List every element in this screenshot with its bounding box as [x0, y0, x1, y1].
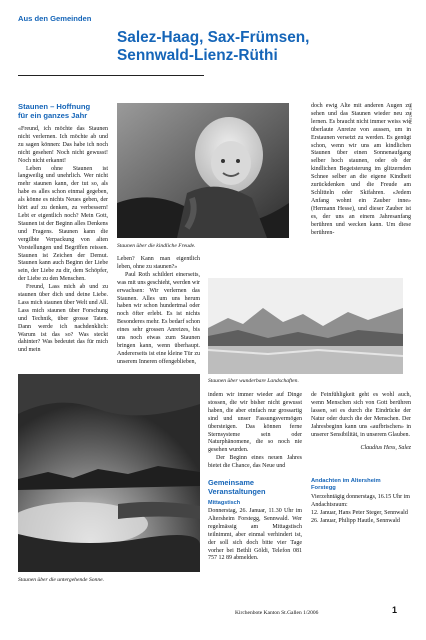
andachten-box [311, 478, 411, 596]
article-column-3 [311, 103, 411, 273]
caption-sunset: Staunen über die untergehende Sonne. [18, 577, 105, 583]
title-line-2: Sennwald-Lienz-Rüthi [117, 47, 278, 64]
paragraph: Paul Roth schildert einerseits, was mit uns geschieht, werden wir erwachsen: Wir verlernen das Staunen. Alles um uns herum haben wir schon hundertmal oder noch öfter erlebt. Es ist nichts Besonderes mehr. Es bedarf schon eines sehr grossen Anreizes, bis uns noch etwas zum Staunen bringen kann, wenn überhaupt. Andererseits ist eine kleine Tür zu unserem Inneren offengeblieben, [117, 271, 200, 365]
title-line-1: Salez-Haag, Sax-Frümsen, [117, 29, 310, 46]
page-title [117, 29, 309, 65]
subhead-line-1: Staunen – Hoffnung [18, 102, 91, 111]
events-heading [208, 478, 302, 496]
page-number: 1 [392, 605, 398, 615]
paragraph: doch ewig Alte mit anderen Augen zu sehen und das Staunen wieder neu zu lernen. Es braucht nicht immer weiss wie überlaute Anreize von aussen, um in Erstaunen versetzt zu werden. Es genügt schon, wenn wir uns am kindlichen Staunen über einen Sonnenaufgang selber hoch staunen, oder ob der kindlichen Begeisterung im glitzernden Schnee selber an die eigene Kindheit zurückdenken und die Freude am Schlitteln oder Skifahren. «Jedem Anfang wohnt ein Zauber inne» (Hermann Hesse), und dieser Zauber ist es, der uns an einem Jahresanfang berühren und wecken kann. Um diese berühren- [311, 103, 411, 236]
author-signature: Claudius Hess, Salez [360, 445, 411, 452]
events-box [208, 478, 302, 596]
footer-text: Kirchenbote Kanton St.Gallen 1/2006 [235, 610, 319, 616]
paragraph: Leben? Kann man eigentlich leben, ohne zu staunen?» [117, 256, 200, 270]
events-heading-line-2: Veranstaltungen [208, 487, 266, 496]
paragraph: Freund, Lass mich ab und zu staunen über dich und deine Liebe. Lass mich staunen über Welt und All. Lass mich staunen über Forschung und Technik, über grosse Taten. Dann werde ich nachdenklich: Warum ist das so? Was steckt dahinter? Was bedeutet das für mich und mein [18, 284, 108, 354]
article-column-2 [117, 256, 200, 368]
landscape-photo [208, 278, 403, 374]
paragraph: de Feinfühligkeit geht es wohl auch, wenn Menschen sich von Gott berühren lassen, sei es durch die Eindrücke der Natur oder durch die der Menschen. Der Jahresbeginn kann uns «aufbrischen» in unserer Sensibilität, in unserem Glauben. [311, 392, 411, 438]
article-column-1 [18, 126, 108, 366]
andachten-text-1: Vierzehntägig donnerstags, 16.15 Uhr im Andachtsraum: [311, 494, 410, 508]
caption-child: Staunen über die kindliche Freude. [117, 243, 196, 249]
paragraph: «Freund, ich möchte das Staunen nicht verlernen. Ich möchte ab und zu sagen können: Das habe ich noch nicht gesehen! Noch nicht gewusst! Noch nicht erkannt! [18, 126, 108, 164]
mittagstisch-text: Donnerstag, 26. Januar, 11.30 Uhr im Altersheim Forstegg, Sennwald. Wer regelmässig am Mittagstisch teilnimmt, aber einmal verhindert ist, der soll sich doch bitte vier Tage vorher bei Bethli Göldi, Telefon 081 757 12 89 abmelden. [208, 508, 302, 562]
article-subhead [18, 102, 108, 120]
paragraph: indem wir immer wieder auf Dinge stossen, die wir bisher nicht gewusst haben, die aber einfach nur grossartig sind und unser Fassungsvermögen übersteigen. Das können ferne Sternsysteme sein oder Naturphänomene, die so noch nie gesehen wurden. [208, 392, 302, 454]
sunset-photo [18, 374, 200, 572]
caption-landscape: Staunen über wunderbare Landschaften. [208, 378, 299, 384]
header-rule [18, 75, 204, 76]
paragraph: Leben ohne Staunen ist langweilig und unehrlich. Wer nicht mehr staunen kann, der tut so, als habe es alles schon einmal gegeben, als könne es nichts Neues geben, der hört auf zu denken, zu verbessern! Lebt er eigentlich noch? Mein Gott, Staunen ist der Beginn alles Denkens und Fragens. Staunen kann die vergilbte Verpackung von alten Vorstellungen und Begriffen reissen. Staunen ist Zeichen der Demut. Staunen kann auch Beginn der Liebe sein, der Liebe zu dir, dem Schöpfer, der Liebe zu den Menschen. [18, 165, 108, 283]
article-column-5 [311, 392, 411, 472]
andachten-text-2: 12. Januar, Hans Peter Steger, Sennwald [311, 509, 408, 516]
photo-credit: FOTOS: ZVG [409, 103, 413, 125]
subhead-line-2: für ein ganzes Jahr [18, 111, 88, 120]
events-heading-line-1: Gemeinsame [208, 478, 255, 487]
andachten-title: Andachten im Altersheim Forstegg [311, 478, 381, 491]
article-column-4 [208, 392, 302, 472]
child-photo [117, 103, 289, 238]
paragraph: Der Beginn eines neuen Jahres bietet die Chance, das Neue und [208, 455, 302, 470]
mittagstisch-title: Mittagstisch [208, 500, 241, 506]
andachten-text-3: 26. Januar, Philipp Hautle, Sennwald [311, 517, 400, 524]
section-label: Aus den Gemeinden [18, 14, 92, 23]
